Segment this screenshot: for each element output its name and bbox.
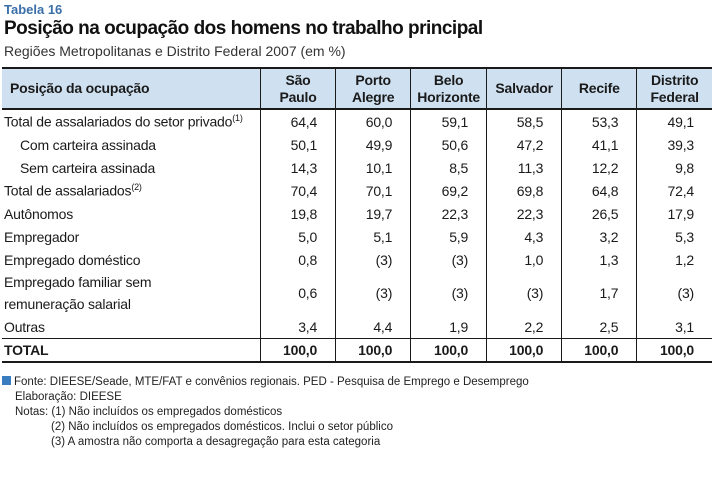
header-occupation: Posição da ocupação bbox=[2, 68, 260, 109]
cell: 50,1 bbox=[260, 133, 335, 156]
cell: 2,2 bbox=[487, 315, 562, 339]
table-label: Tabela 16 bbox=[4, 2, 63, 17]
cell: 59,1 bbox=[411, 109, 487, 133]
table-title: Posição na ocupação dos homens no trabalho principal bbox=[4, 18, 483, 39]
cell: 14,3 bbox=[260, 156, 335, 179]
cell: 26,5 bbox=[562, 202, 637, 225]
table-notes bbox=[2, 375, 529, 450]
elaboration-line: Elaboração: DIEESE bbox=[15, 391, 122, 403]
cell: (3) bbox=[336, 248, 411, 271]
cell: 58,5 bbox=[487, 109, 562, 133]
cell: 3,1 bbox=[637, 315, 712, 339]
cell: 19,7 bbox=[336, 202, 411, 225]
cell: (3) bbox=[336, 271, 411, 315]
cell: (3) bbox=[637, 271, 712, 315]
cell: 8,5 bbox=[411, 156, 487, 179]
cell: (3) bbox=[411, 271, 487, 315]
table-row bbox=[2, 109, 712, 133]
cell: 100,0 bbox=[260, 339, 335, 363]
cell: 22,3 bbox=[487, 202, 562, 225]
cell: 53,3 bbox=[562, 109, 637, 133]
row-label: Com carteira assinada bbox=[20, 136, 156, 153]
cell: 10,1 bbox=[336, 156, 411, 179]
cell: 69,8 bbox=[487, 179, 562, 202]
cell: 69,2 bbox=[411, 179, 487, 202]
cell: 41,1 bbox=[562, 133, 637, 156]
cell: 39,3 bbox=[637, 133, 712, 156]
cell: 70,1 bbox=[336, 179, 411, 202]
cell: 2,5 bbox=[562, 315, 637, 339]
cell: 0,6 bbox=[260, 271, 335, 315]
row-label: Total de assalariados do setor privado$^{(1)}$ bbox=[4, 113, 243, 130]
header-sao-paulo: São Paulo bbox=[260, 68, 335, 109]
cell: 100,0 bbox=[562, 339, 637, 363]
row-label: Empregador bbox=[4, 228, 80, 245]
cell: 100,0 bbox=[487, 339, 562, 363]
total-row bbox=[2, 339, 712, 363]
cell: 49,9 bbox=[336, 133, 411, 156]
cell: 5,0 bbox=[260, 225, 335, 248]
cell: 100,0 bbox=[411, 339, 487, 363]
source-line: Fonte: DIEESE/Seade, MTE/FAT e convênios regionais. PED - Pesquisa de Emprego e Desemprego bbox=[2, 375, 529, 390]
cell: (3) bbox=[487, 271, 562, 315]
row-label: Sem carteira assinada bbox=[20, 159, 156, 176]
note-3: (3) A amostra não comporta a desagregação para esta categoria bbox=[51, 436, 381, 448]
cell: 100,0 bbox=[336, 339, 411, 363]
row-label: Outras bbox=[4, 318, 45, 335]
table-row bbox=[2, 225, 712, 248]
table-row bbox=[2, 315, 712, 339]
cell: 5,9 bbox=[411, 225, 487, 248]
row-label: TOTAL bbox=[2, 339, 260, 363]
cell: 12,2 bbox=[562, 156, 637, 179]
note-1: Notas: (1) Não incluídos os empregados domésticos bbox=[15, 406, 283, 418]
blue-square-icon bbox=[2, 376, 11, 385]
cell: 64,8 bbox=[562, 179, 637, 202]
cell: 60,0 bbox=[336, 109, 411, 133]
cell: (3) bbox=[411, 248, 487, 271]
table-row bbox=[2, 133, 712, 156]
cell: 5,1 bbox=[336, 225, 411, 248]
table-row bbox=[2, 271, 712, 315]
cell: 5,3 bbox=[637, 225, 712, 248]
row-label: Autônomos bbox=[4, 205, 74, 222]
cell: 17,9 bbox=[637, 202, 712, 225]
cell: 11,3 bbox=[487, 156, 562, 179]
header-recife: Recife bbox=[562, 68, 637, 109]
cell: 1,9 bbox=[411, 315, 487, 339]
cell: 1,2 bbox=[637, 248, 712, 271]
header-porto-alegre: Porto Alegre bbox=[336, 68, 411, 109]
cell: 19,8 bbox=[260, 202, 335, 225]
table-row bbox=[2, 156, 712, 179]
table-row bbox=[2, 179, 712, 202]
cell: 1,3 bbox=[562, 248, 637, 271]
cell: 100,0 bbox=[637, 339, 712, 363]
table-row bbox=[2, 248, 712, 271]
cell: 9,8 bbox=[637, 156, 712, 179]
cell: 70,4 bbox=[260, 179, 335, 202]
header-belo-horizonte: Belo Horizonte bbox=[411, 68, 487, 109]
row-label: Empregado familiar sem remuneração salarial bbox=[4, 274, 152, 312]
row-label: Empregado doméstico bbox=[4, 251, 141, 268]
cell: 1,7 bbox=[562, 271, 637, 315]
cell: 4,4 bbox=[336, 315, 411, 339]
cell: 49,1 bbox=[637, 109, 712, 133]
occupation-table bbox=[2, 67, 712, 363]
row-label: Total de assalariados$^{(2)}$ bbox=[4, 182, 142, 199]
cell: 64,4 bbox=[260, 109, 335, 133]
cell: 0,8 bbox=[260, 248, 335, 271]
cell: 4,3 bbox=[487, 225, 562, 248]
table-row bbox=[2, 202, 712, 225]
header-distrito-federal: Distrito Federal bbox=[637, 68, 712, 109]
cell: 72,4 bbox=[637, 179, 712, 202]
cell: 47,2 bbox=[487, 133, 562, 156]
cell: 3,2 bbox=[562, 225, 637, 248]
cell: 22,3 bbox=[411, 202, 487, 225]
cell: 3,4 bbox=[260, 315, 335, 339]
cell: 50,6 bbox=[411, 133, 487, 156]
table-subtitle: Regiões Metropolitanas e Distrito Federal 2007 (em %) bbox=[4, 43, 346, 59]
note-2: (2) Não incluídos os empregados domésticos. Inclui o setor público bbox=[51, 421, 393, 433]
header-salvador: Salvador bbox=[487, 68, 562, 109]
header-row bbox=[2, 68, 712, 109]
cell: 1,0 bbox=[487, 248, 562, 271]
